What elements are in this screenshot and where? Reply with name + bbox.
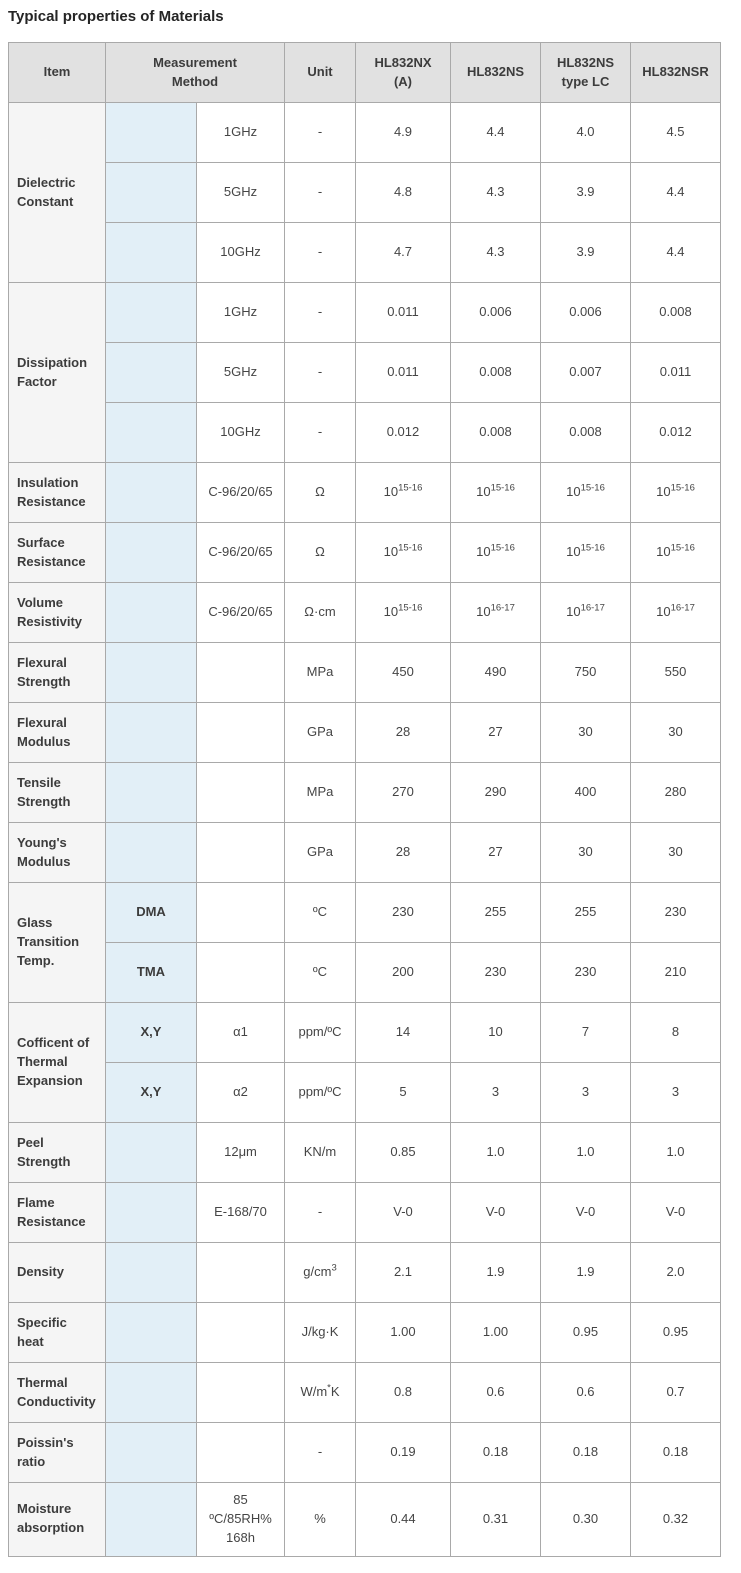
- value-cell: 3: [631, 1063, 721, 1123]
- method-detail-cell: 5GHz: [197, 343, 285, 403]
- value-cell: 2.0: [631, 1243, 721, 1303]
- method-detail-cell: [197, 1363, 285, 1423]
- value-cell: 490: [451, 643, 541, 703]
- value-cell: 28: [356, 703, 451, 763]
- unit-cell: -: [285, 283, 356, 343]
- unit-cell: %: [285, 1483, 356, 1557]
- value-cell: 4.8: [356, 163, 451, 223]
- value-cell: 4.4: [451, 103, 541, 163]
- item-cell: Insulation Resistance: [9, 463, 106, 523]
- unit-cell: -: [285, 403, 356, 463]
- method-detail-cell: α2: [197, 1063, 285, 1123]
- value-cell: 0.006: [541, 283, 631, 343]
- value-cell: 0.008: [451, 343, 541, 403]
- method-condition-cell: [106, 463, 197, 523]
- value-cell: 0.95: [541, 1303, 631, 1363]
- value-cell: 255: [541, 883, 631, 943]
- value-cell: 400: [541, 763, 631, 823]
- value-cell: 1.00: [451, 1303, 541, 1363]
- method-detail-cell: 10GHz: [197, 223, 285, 283]
- item-cell: Moisture absorption: [9, 1483, 106, 1557]
- table-row: [9, 1003, 721, 1063]
- value-cell: 230: [451, 943, 541, 1003]
- value-cell: 0.007: [541, 343, 631, 403]
- value-cell: 0.008: [541, 403, 631, 463]
- unit-cell: GPa: [285, 703, 356, 763]
- value-cell: 255: [451, 883, 541, 943]
- value-cell: 450: [356, 643, 451, 703]
- value-cell: 10$^{16-17}$: [541, 583, 631, 643]
- value-cell: 10$^{15-16}$: [451, 463, 541, 523]
- value-cell: 1.0: [631, 1123, 721, 1183]
- item-cell: Peel Strength: [9, 1123, 106, 1183]
- value-cell: 0.012: [631, 403, 721, 463]
- value-cell: 550: [631, 643, 721, 703]
- method-condition-cell: [106, 763, 197, 823]
- column-header: Measurement Method: [106, 43, 285, 103]
- unit-cell: GPa: [285, 823, 356, 883]
- value-cell: 1.00: [356, 1303, 451, 1363]
- value-cell: 0.31: [451, 1483, 541, 1557]
- method-condition-cell: [106, 523, 197, 583]
- method-detail-cell: C-96/20/65: [197, 463, 285, 523]
- value-cell: V-0: [451, 1183, 541, 1243]
- method-detail-cell: E-168/70: [197, 1183, 285, 1243]
- unit-cell: ppm/ºC: [285, 1063, 356, 1123]
- value-cell: 27: [451, 703, 541, 763]
- value-cell: 1.0: [451, 1123, 541, 1183]
- value-cell: 30: [631, 703, 721, 763]
- table-header: [9, 43, 721, 103]
- item-cell: Flexural Strength: [9, 643, 106, 703]
- item-cell: Glass Transition Temp.: [9, 883, 106, 1003]
- unit-cell: J/kg·K: [285, 1303, 356, 1363]
- table-body: [9, 103, 721, 1557]
- item-cell: Young's Modulus: [9, 823, 106, 883]
- value-cell: 200: [356, 943, 451, 1003]
- value-cell: 0.008: [631, 283, 721, 343]
- value-cell: 7: [541, 1003, 631, 1063]
- method-condition-cell: [106, 1363, 197, 1423]
- value-cell: 0.7: [631, 1363, 721, 1423]
- value-cell: 0.18: [631, 1423, 721, 1483]
- table-row: [9, 1423, 721, 1483]
- value-cell: 0.19: [356, 1423, 451, 1483]
- item-cell: Density: [9, 1243, 106, 1303]
- table-row: [9, 163, 721, 223]
- table-row: [9, 283, 721, 343]
- unit-cell: KN/m: [285, 1123, 356, 1183]
- item-cell: Dielectric Constant: [9, 103, 106, 283]
- value-cell: 230: [356, 883, 451, 943]
- value-cell: 28: [356, 823, 451, 883]
- value-cell: 0.6: [541, 1363, 631, 1423]
- table-row: [9, 403, 721, 463]
- value-cell: 3.9: [541, 223, 631, 283]
- method-detail-cell: 5GHz: [197, 163, 285, 223]
- value-cell: 0.30: [541, 1483, 631, 1557]
- method-detail-cell: [197, 1423, 285, 1483]
- value-cell: 4.7: [356, 223, 451, 283]
- column-header: HL832NS type LC: [541, 43, 631, 103]
- method-condition-cell: [106, 1303, 197, 1363]
- table-row: [9, 1363, 721, 1423]
- method-condition-cell: TMA: [106, 943, 197, 1003]
- item-cell: Flame Resistance: [9, 1183, 106, 1243]
- value-cell: 3: [541, 1063, 631, 1123]
- method-detail-cell: [197, 943, 285, 1003]
- method-condition-cell: [106, 823, 197, 883]
- unit-cell: MPa: [285, 763, 356, 823]
- value-cell: 750: [541, 643, 631, 703]
- value-cell: 280: [631, 763, 721, 823]
- table-row: [9, 223, 721, 283]
- value-cell: 3.9: [541, 163, 631, 223]
- column-header: Unit: [285, 43, 356, 103]
- unit-cell: Ω: [285, 523, 356, 583]
- unit-cell: -: [285, 163, 356, 223]
- method-detail-cell: C-96/20/65: [197, 583, 285, 643]
- value-cell: V-0: [356, 1183, 451, 1243]
- unit-cell: W/m*K: [285, 1363, 356, 1423]
- page-title: Typical properties of Materials: [8, 8, 224, 25]
- unit-cell: $g/cm^3$: [285, 1243, 356, 1303]
- value-cell: 3: [451, 1063, 541, 1123]
- value-cell: 10$^{15-16}$: [631, 523, 721, 583]
- value-cell: 4.5: [631, 103, 721, 163]
- value-cell: 4.3: [451, 223, 541, 283]
- method-condition-cell: [106, 223, 197, 283]
- unit-cell: Ω: [285, 463, 356, 523]
- method-condition-cell: [106, 643, 197, 703]
- value-cell: 0.006: [451, 283, 541, 343]
- value-cell: 0.32: [631, 1483, 721, 1557]
- method-detail-cell: 1GHz: [197, 103, 285, 163]
- value-cell: 4.3: [451, 163, 541, 223]
- method-detail-cell: [197, 763, 285, 823]
- value-cell: 10$^{15-16}$: [356, 523, 451, 583]
- value-cell: 30: [541, 823, 631, 883]
- item-cell: Cofficent of Thermal Expansion: [9, 1003, 106, 1123]
- method-detail-cell: [197, 1243, 285, 1303]
- method-condition-cell: [106, 343, 197, 403]
- method-condition-cell: [106, 1483, 197, 1557]
- item-cell: Surface Resistance: [9, 523, 106, 583]
- value-cell: 27: [451, 823, 541, 883]
- item-cell: Flexural Modulus: [9, 703, 106, 763]
- table-row: [9, 703, 721, 763]
- value-cell: 10$^{15-16}$: [541, 463, 631, 523]
- value-cell: V-0: [631, 1183, 721, 1243]
- item-cell: Poissin's ratio: [9, 1423, 106, 1483]
- value-cell: 2.1: [356, 1243, 451, 1303]
- value-cell: 290: [451, 763, 541, 823]
- item-cell: Volume Resistivity: [9, 583, 106, 643]
- value-cell: 0.011: [356, 343, 451, 403]
- unit-cell: ºC: [285, 883, 356, 943]
- column-header: Item: [9, 43, 106, 103]
- unit-cell: MPa: [285, 643, 356, 703]
- value-cell: 10$^{15-16}$: [451, 523, 541, 583]
- value-cell: 4.4: [631, 163, 721, 223]
- value-cell: 14: [356, 1003, 451, 1063]
- method-condition-cell: [106, 703, 197, 763]
- unit-cell: -: [285, 103, 356, 163]
- method-condition-cell: [106, 1243, 197, 1303]
- method-condition-cell: [106, 583, 197, 643]
- method-condition-cell: [106, 1123, 197, 1183]
- table-row: [9, 1123, 721, 1183]
- value-cell: 230: [631, 883, 721, 943]
- method-detail-cell: [197, 883, 285, 943]
- method-condition-cell: [106, 103, 197, 163]
- column-header: HL832NS: [451, 43, 541, 103]
- method-detail-cell: C-96/20/65: [197, 523, 285, 583]
- value-cell: 30: [541, 703, 631, 763]
- value-cell: 30: [631, 823, 721, 883]
- value-cell: 4.4: [631, 223, 721, 283]
- value-cell: 0.44: [356, 1483, 451, 1557]
- value-cell: 0.18: [541, 1423, 631, 1483]
- value-cell: 1.9: [541, 1243, 631, 1303]
- unit-cell: ºC: [285, 943, 356, 1003]
- table-row: [9, 523, 721, 583]
- method-detail-cell: 1GHz: [197, 283, 285, 343]
- column-header: HL832NX (A): [356, 43, 451, 103]
- value-cell: 8: [631, 1003, 721, 1063]
- method-detail-cell: [197, 703, 285, 763]
- value-cell: 270: [356, 763, 451, 823]
- table-row: [9, 643, 721, 703]
- table-row: [9, 343, 721, 403]
- table-row: [9, 943, 721, 1003]
- value-cell: 0.012: [356, 403, 451, 463]
- item-cell: Thermal Conductivity: [9, 1363, 106, 1423]
- value-cell: 4.9: [356, 103, 451, 163]
- header-row: [9, 43, 721, 103]
- method-condition-cell: X,Y: [106, 1003, 197, 1063]
- table-row: [9, 1303, 721, 1363]
- unit-cell: Ω·cm: [285, 583, 356, 643]
- table-row: [9, 763, 721, 823]
- method-condition-cell: [106, 1183, 197, 1243]
- table-row: [9, 1483, 721, 1557]
- value-cell: 0.011: [356, 283, 451, 343]
- unit-cell: ppm/ºC: [285, 1003, 356, 1063]
- method-detail-cell: [197, 823, 285, 883]
- value-cell: V-0: [541, 1183, 631, 1243]
- value-cell: 10: [451, 1003, 541, 1063]
- method-condition-cell: DMA: [106, 883, 197, 943]
- value-cell: 10$^{15-16}$: [356, 463, 451, 523]
- value-cell: 10$^{15-16}$: [541, 523, 631, 583]
- item-cell: Dissipation Factor: [9, 283, 106, 463]
- value-cell: 0.85: [356, 1123, 451, 1183]
- method-condition-cell: [106, 1423, 197, 1483]
- unit-cell: -: [285, 1183, 356, 1243]
- item-cell: Specific heat: [9, 1303, 106, 1363]
- value-cell: 1.9: [451, 1243, 541, 1303]
- table-row: [9, 1243, 721, 1303]
- value-cell: 230: [541, 943, 631, 1003]
- method-detail-cell: α1: [197, 1003, 285, 1063]
- value-cell: 10$^{16-17}$: [631, 583, 721, 643]
- value-cell: 0.6: [451, 1363, 541, 1423]
- value-cell: 0.011: [631, 343, 721, 403]
- value-cell: 10$^{15-16}$: [356, 583, 451, 643]
- method-detail-cell: 85 ºC/85RH% 168h: [197, 1483, 285, 1557]
- method-detail-cell: [197, 643, 285, 703]
- method-detail-cell: 12μm: [197, 1123, 285, 1183]
- value-cell: 0.8: [356, 1363, 451, 1423]
- column-header: HL832NSR: [631, 43, 721, 103]
- unit-cell: -: [285, 343, 356, 403]
- unit-cell: -: [285, 223, 356, 283]
- value-cell: 0.18: [451, 1423, 541, 1483]
- value-cell: 10$^{16-17}$: [451, 583, 541, 643]
- method-condition-cell: X,Y: [106, 1063, 197, 1123]
- value-cell: 5: [356, 1063, 451, 1123]
- unit-cell: -: [285, 1423, 356, 1483]
- table-row: [9, 103, 721, 163]
- method-condition-cell: [106, 163, 197, 223]
- table-row: [9, 1063, 721, 1123]
- item-cell: Tensile Strength: [9, 763, 106, 823]
- method-detail-cell: 10GHz: [197, 403, 285, 463]
- table-row: [9, 583, 721, 643]
- method-condition-cell: [106, 283, 197, 343]
- value-cell: 0.008: [451, 403, 541, 463]
- method-detail-cell: [197, 1303, 285, 1363]
- value-cell: 10$^{15-16}$: [631, 463, 721, 523]
- properties-table: [8, 42, 721, 1557]
- table-row: [9, 1183, 721, 1243]
- method-condition-cell: [106, 403, 197, 463]
- value-cell: 1.0: [541, 1123, 631, 1183]
- table-row: [9, 883, 721, 943]
- table-row: [9, 823, 721, 883]
- value-cell: 210: [631, 943, 721, 1003]
- value-cell: 4.0: [541, 103, 631, 163]
- value-cell: 0.95: [631, 1303, 721, 1363]
- table-row: [9, 463, 721, 523]
